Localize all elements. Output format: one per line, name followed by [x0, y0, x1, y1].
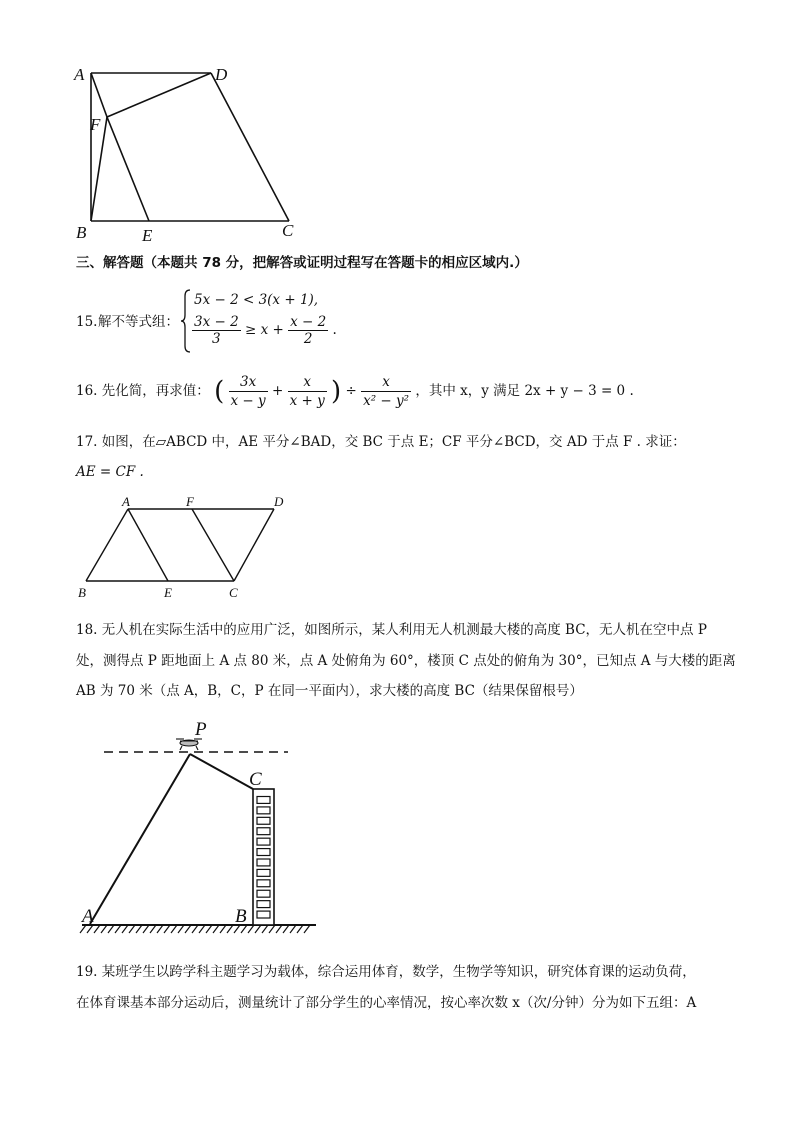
- q17-line-2: AE = CF .: [76, 464, 144, 480]
- hatch-mark: [297, 925, 303, 933]
- label-f: F: [90, 115, 101, 134]
- p17-label-b: B: [78, 585, 86, 600]
- drone-label-p: P: [195, 719, 207, 740]
- question-15: [76, 288, 396, 354]
- hatch-mark: [101, 925, 107, 933]
- q15-frac1-den: 3: [212, 331, 221, 347]
- drone-icon: [176, 739, 202, 750]
- label-c: C: [282, 221, 294, 240]
- hatch-mark: [199, 925, 205, 933]
- section-3-heading: 三、解答题（本题共 78 分，把解答或证明过程写在答题卡的相应区域内.）: [76, 255, 528, 271]
- q17-line-1: 17. 如图，在▱ABCD 中，AE 平分∠BAD，交 BC 于点 E；CF 平分∠BCD，交 AD 于点 F . 求证：: [76, 434, 686, 450]
- ground-label-a: A: [82, 906, 94, 927]
- q15-inequality-1: 5x − 2 < 3(x + 1),: [194, 292, 319, 308]
- hatch-mark: [129, 925, 135, 933]
- p17-dc: [234, 509, 274, 581]
- hatch-mark: [94, 925, 100, 933]
- label-a: A: [74, 65, 85, 84]
- segment-fd: [107, 73, 211, 117]
- q16-plus: +: [271, 383, 284, 399]
- q16-div: ÷: [345, 383, 357, 399]
- q16-frac2-den: x + y: [289, 393, 325, 409]
- q18-line-1: 18. 无人机在实际生活中的应用广泛，如图所示，某人利用无人机测最大楼的高度 BC，无人机在空中点 P: [76, 622, 707, 638]
- hatch-mark: [304, 925, 310, 933]
- p17-ae: [128, 509, 168, 581]
- segment-fe: [107, 117, 149, 221]
- ground-label-b: B: [235, 906, 247, 927]
- q16-frac3-num: x: [361, 373, 411, 392]
- q16-prompt: 先化简，再求值：: [101, 383, 210, 399]
- hatch-mark: [255, 925, 261, 933]
- hatch-mark: [157, 925, 163, 933]
- hatch-mark: [220, 925, 226, 933]
- p17-ab: [86, 509, 128, 581]
- p17-label-f: F: [186, 494, 194, 509]
- q16-tail: ，其中 x，y 满足 2x + y − 3 = 0 .: [415, 383, 634, 399]
- hatch-mark: [122, 925, 128, 933]
- hatch-mark: [227, 925, 233, 933]
- brace-icon: [180, 288, 192, 354]
- hatch-mark: [171, 925, 177, 933]
- q19-line-1: 19. 某班学生以跨学科主题学习为载体，综合运用体育，数学，生物学等知识，研究体育课的运动负荷，: [76, 964, 696, 980]
- label-b: B: [76, 223, 87, 242]
- figure-drone-building: [76, 715, 326, 940]
- hatch-mark: [164, 925, 170, 933]
- p17-label-c: C: [229, 585, 238, 600]
- hatch-mark: [150, 925, 156, 933]
- label-e: E: [142, 226, 153, 245]
- q15-inequality-2: [192, 314, 337, 347]
- hatch-mark: [248, 925, 254, 933]
- q15-mid: ≥ x +: [244, 322, 284, 338]
- hatch-mark: [276, 925, 282, 933]
- figure-parallelogram-abcd: [74, 494, 294, 602]
- q16-frac1-den: x − y: [230, 393, 266, 409]
- hatch-mark: [290, 925, 296, 933]
- left-paren-icon: (: [214, 376, 225, 407]
- q18-line-3: AB 为 70 米（点 A，B，C，P 在同一平面内），求大楼的高度 BC（结果保留根号）: [76, 683, 583, 699]
- q16-number: 16.: [76, 383, 98, 399]
- hatch-mark: [206, 925, 212, 933]
- hatch-mark: [262, 925, 268, 933]
- q15-frac2-den: 2: [303, 331, 313, 347]
- hatch-mark: [269, 925, 275, 933]
- q15-frac2-num: x − 2: [290, 314, 327, 330]
- label-d: D: [215, 65, 228, 84]
- hatch-mark: [192, 925, 198, 933]
- q18-line-2: 处，测得点 P 距地面上 A 点 80 米，点 A 处俯角为 60°，楼顶 C 点处的俯角为 30°，已知点 A 与大楼的距离: [76, 653, 736, 669]
- hatch-mark: [115, 925, 121, 933]
- q15-end: .: [332, 322, 337, 338]
- p17-fc: [192, 509, 234, 581]
- p17-label-a: A: [122, 494, 130, 509]
- hatch-mark: [283, 925, 289, 933]
- q16-frac1-num: 3x: [229, 373, 268, 392]
- p17-label-d: D: [274, 494, 284, 509]
- hatch-mark: [136, 925, 142, 933]
- right-paren-icon: ): [331, 376, 342, 407]
- hatch-mark: [213, 925, 219, 933]
- hatch-mark: [185, 925, 191, 933]
- q16-frac2-num: x: [288, 373, 327, 392]
- hatch-mark: [178, 925, 184, 933]
- segment-pc: [190, 754, 253, 789]
- segment-pa: [90, 754, 190, 924]
- hatch-mark: [108, 925, 114, 933]
- building-label-c: C: [249, 769, 262, 790]
- ground-hatch: [80, 925, 310, 933]
- question-16: [76, 373, 634, 410]
- q15-number: 15.: [76, 314, 98, 330]
- p17-label-e: E: [164, 585, 172, 600]
- q19-line-2: 在体育课基本部分运动后，测量统计了部分学生的心率情况，按心率次数 x（次/分钟）分为如下五组：A: [76, 995, 697, 1011]
- q15-prompt: 解不等式组：: [98, 314, 179, 330]
- q16-frac3-den: x² − y²: [363, 393, 410, 409]
- building: [253, 789, 274, 925]
- hatch-mark: [143, 925, 149, 933]
- figure-quadrilateral-abcd: [70, 60, 310, 245]
- segment-af: [91, 73, 107, 117]
- segment-dc: [211, 73, 289, 221]
- q15-frac1-num: 3x − 2: [194, 314, 239, 330]
